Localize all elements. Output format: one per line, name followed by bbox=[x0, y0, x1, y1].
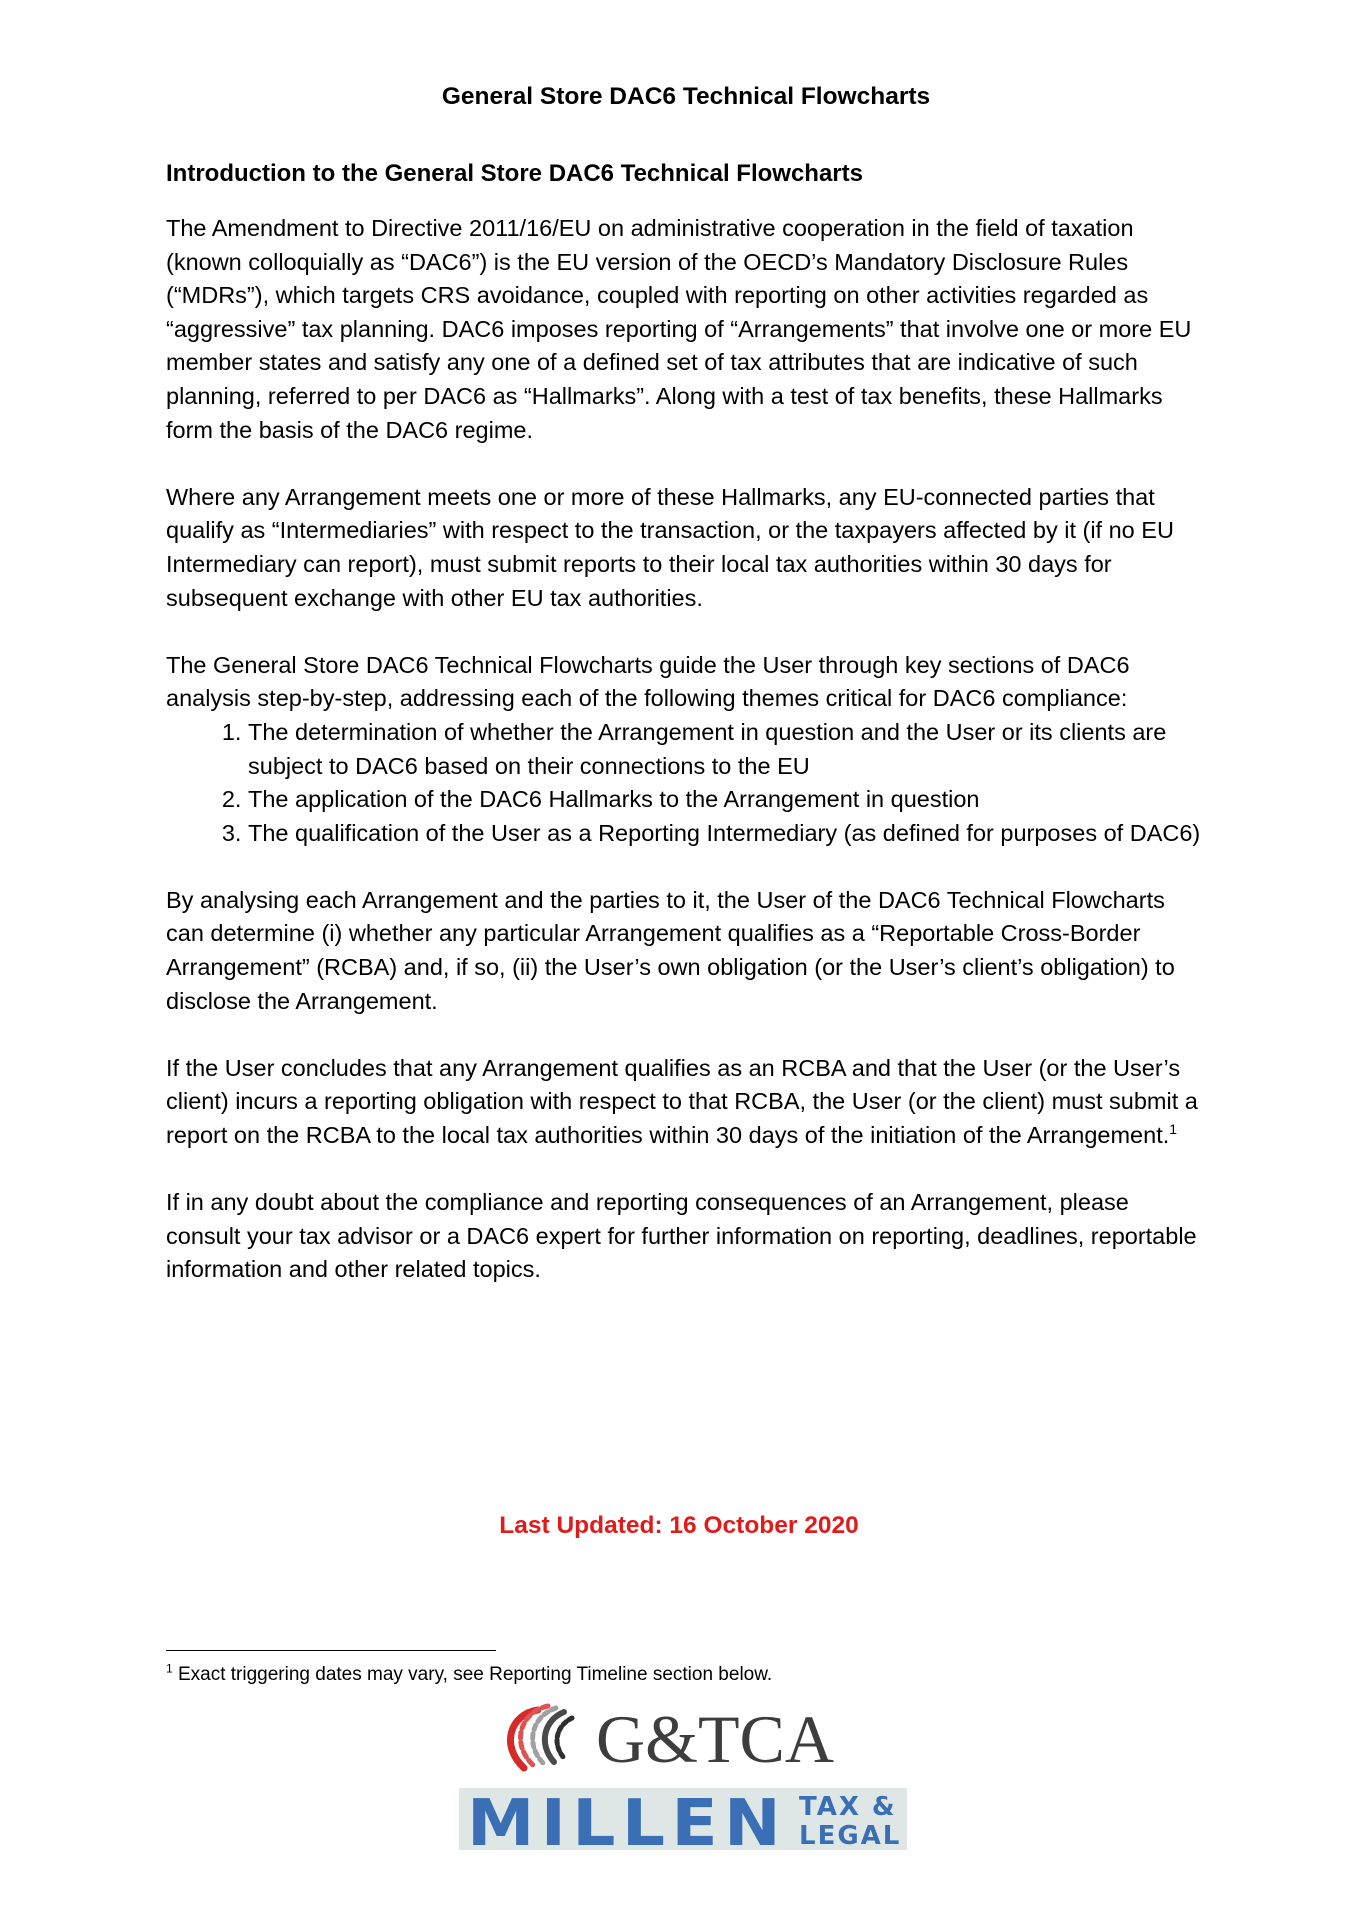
footnote-divider bbox=[166, 1650, 496, 1651]
paragraph-reporting-text: If the User concludes that any Arrangement qualifies as an RCBA and that the User (or the User’s client) incurs a reporting obligation with respect to that RCBA, the User (or the client) must submit a report on the RCBA to the local tax authorities within 30 days of the initiation of the Arrangement. bbox=[166, 1054, 1198, 1149]
millen-logo bbox=[459, 1788, 907, 1850]
section-heading: Introduction to the General Store DAC6 Technical Flowcharts bbox=[166, 160, 863, 187]
paragraph-intro: The Amendment to Directive 2011/16/EU on administrative cooperation in the field of taxation (known colloquially as “DAC6”) is the EU version of the OECD’s Mandatory Disclosure Rules (“MDRs”), which targets CRS avoidance, coupled with reporting on other activities regarded as “aggressive” tax planning. DAC6 imposes reporting of “Arrangements” that involve one or more EU member states and satisfy any one of a defined set of tax attributes that are indicative of such planning, referred to per DAC6 as “Hallmarks”. Along with a test of tax benefits, these Hallmarks form the basis of the DAC6 regime. bbox=[166, 215, 1192, 443]
millen-logo-text: MILLEN bbox=[467, 1788, 787, 1850]
gtca-logo-text: G&TCA bbox=[596, 1701, 834, 1777]
document-title: General Store DAC6 Technical Flowcharts bbox=[441, 83, 931, 110]
last-updated-label: Last Updated: 16 October 2020 bbox=[499, 1512, 859, 1539]
list-item: 1. The determination of whether the Arrangement in question and the User or its clients are subject to DAC6 based on their connections to the EU bbox=[248, 716, 1206, 783]
footnote bbox=[166, 1662, 772, 1688]
paragraph-analysis: By analysing each Arrangement and the parties to it, the User of the DAC6 Technical Flowcharts can determine (i) whether any particular Arrangement qualifies as a “Reportable Cross-Border Arrangement” (RCBA) and, if so, (ii) the User’s own obligation (or the User’s client’s obligation) to disclose the Arrangement. bbox=[166, 886, 1175, 1014]
list-item: 2. The application of the DAC6 Hallmarks to the Arrangement in question bbox=[248, 783, 1206, 817]
themes-list bbox=[166, 716, 1206, 850]
paragraph-flowcharts: The General Store DAC6 Technical Flowcharts guide the User through key sections of DAC6 analysis step-by-step, addressing each of the following themes critical for DAC6 compliance: bbox=[166, 651, 1130, 712]
footnote-reference[interactable]: 1 bbox=[1169, 1121, 1178, 1138]
millen-logo-subtext-1: TAX & bbox=[799, 1792, 897, 1822]
document-body bbox=[166, 80, 1206, 1321]
gtca-logo bbox=[490, 1688, 880, 1784]
paragraph-doubt: If in any doubt about the compliance and reporting consequences of an Arrangement, please consult your tax advisor or a DAC6 expert for further information on reporting, deadlines, reportable information and other related topics. bbox=[166, 1189, 1197, 1283]
gtca-swirl-icon bbox=[510, 1706, 572, 1768]
paragraph-hallmarks: Where any Arrangement meets one or more of these Hallmarks, any EU-connected parties that qualify as “Intermediaries” with respect to the transaction, or the taxpayers affected by it (if no EU Intermediary can report), must submit reports to their local tax authorities within 30 days for subsequent exchange with other EU tax authorities. bbox=[166, 483, 1174, 611]
footnote-number: 1 bbox=[166, 1661, 173, 1676]
footnote-text: Exact triggering dates may vary, see Reporting Timeline section below. bbox=[172, 1664, 773, 1685]
paragraph-reporting bbox=[166, 1052, 1206, 1153]
millen-logo-subtext-2: LEGAL bbox=[799, 1821, 902, 1850]
list-item: 3. The qualification of the User as a Reporting Intermediary (as defined for purposes of DAC6) bbox=[248, 817, 1206, 851]
